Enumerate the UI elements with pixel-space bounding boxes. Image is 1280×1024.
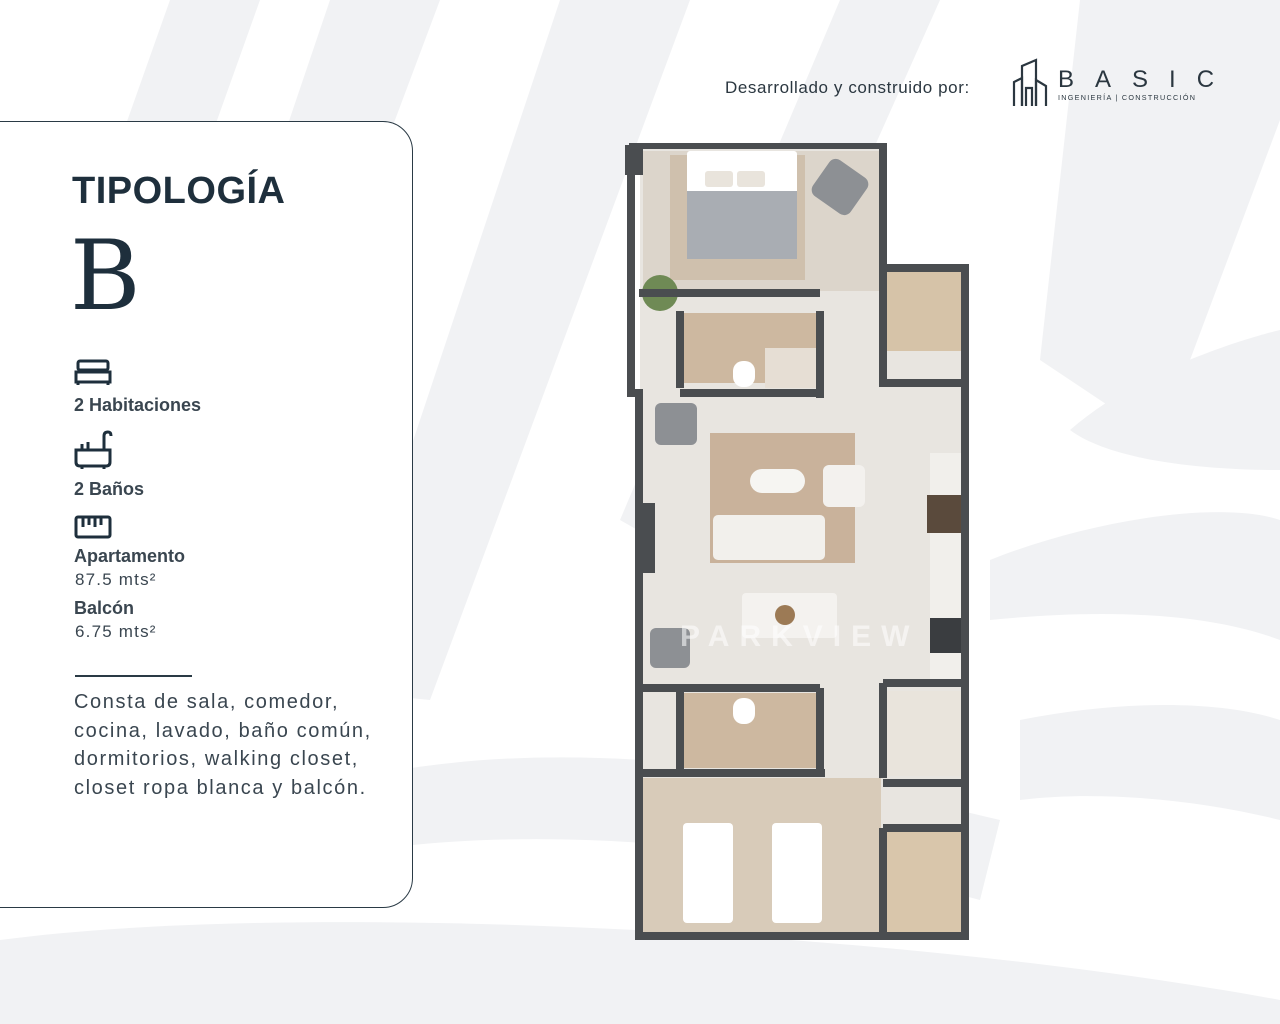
divider	[75, 675, 192, 677]
bed-duvet	[687, 191, 797, 259]
armchair-left-top	[655, 403, 697, 445]
fridge	[930, 618, 963, 653]
laundry-room	[883, 691, 963, 776]
floor-plan	[625, 143, 970, 940]
pillow	[737, 171, 765, 187]
column	[639, 503, 655, 573]
toilet	[733, 361, 755, 387]
pillow	[705, 171, 733, 187]
twin-bed-2	[772, 823, 822, 923]
linen-closet	[883, 828, 963, 933]
baths-count: 2 Baños	[74, 479, 145, 499]
description: Consta de sala, comedor, cocina, lavado, baño común, dormitorios, walking closet, closet ropa blanca y balcón.	[74, 691, 372, 799]
bed-icon	[74, 358, 112, 386]
column	[625, 145, 643, 175]
typology-letter: B	[70, 220, 141, 332]
developer-credit: Desarrollado y construido por:	[725, 78, 970, 97]
second-bedroom-floor	[643, 778, 881, 933]
balcony-area: 6.75 mts²	[75, 622, 157, 641]
bath-1	[765, 348, 820, 388]
typology-title: TIPOLOGÍA	[72, 170, 286, 212]
laundry-area	[883, 271, 963, 351]
logo-wordmark: BASIC	[1058, 66, 1236, 93]
coffee-table	[750, 469, 805, 493]
apartment-label: Apartamento	[74, 546, 186, 566]
ruler-icon	[74, 515, 112, 539]
toilet-2	[733, 698, 755, 724]
bathtub-icon	[74, 430, 114, 470]
stove	[927, 495, 963, 533]
sofa	[713, 515, 825, 560]
rooms-count: 2 Habitaciones	[74, 395, 202, 415]
twin-bed-1	[683, 823, 733, 923]
balcony-label: Balcón	[74, 598, 135, 618]
plan-watermark: PARKVIEW	[680, 620, 920, 653]
logo-subtitle: INGENIERÍA | CONSTRUCCIÓN	[1058, 93, 1197, 102]
lounge-chair	[823, 465, 865, 507]
apartment-area: 87.5 mts²	[75, 570, 157, 589]
